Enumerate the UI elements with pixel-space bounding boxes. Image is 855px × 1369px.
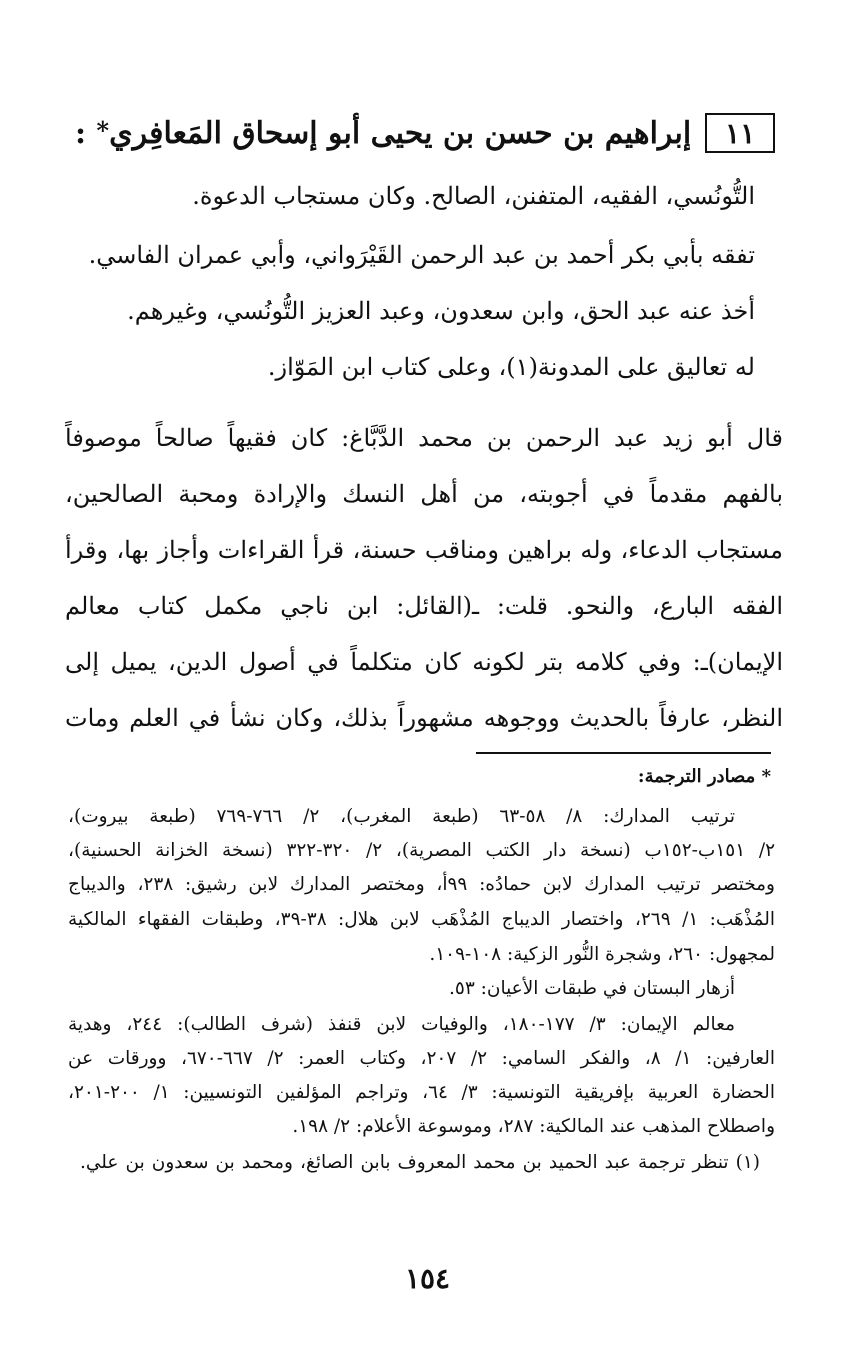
entry-number-box: ١١ xyxy=(705,113,775,153)
footnote-line: ومختصر ترتيب المدارك لابن حمادُه: ٩٩أ، ومختصر المدارك لابن رشيق: ٢٣٨، والديباج xyxy=(68,874,775,895)
footnote-divider xyxy=(476,752,771,754)
intro-line: أخذ عنه عبد الحق، وابن سعدون، وعبد العزيز التُّونُسي، وغيرهم. xyxy=(127,297,755,325)
source-marker: * xyxy=(96,115,110,145)
title-colon: : xyxy=(75,115,87,151)
paragraph-line: النظر، عارفاً بالحديث ووجوهه مشهوراً بذلك، وكان نشأ في العلم ومات xyxy=(65,704,783,732)
paragraph-line: الفقه البارع، والنحو. قلت: ـ(القائل: ابن ناجي مكمل كتاب معالم xyxy=(65,592,783,620)
footnote-one: (١) تنظر ترجمة عبد الحميد بن محمد المعروف بابن الصائغ، ومحمد بن سعدون بن علي. xyxy=(80,1152,760,1173)
intro-line: تفقه بأبي بكر أحمد بن عبد الرحمن القَيْرَواني، وأبي عمران الفاسي. xyxy=(88,241,755,269)
footnote-line: معالم الإيمان: ٣/ ١٧٧-١٨٠، والوفيات لابن قنفذ (شرف الطالب): ٢٤٤، وهدية xyxy=(68,1014,735,1035)
intro-line: التُّونُسي، الفقيه، المتفنن، الصالح. وكان مستجاب الدعوة. xyxy=(192,182,755,210)
entry-title-text: إبراهيم بن حسن بن يحيى أبو إسحاق المَعافِري xyxy=(109,115,692,151)
biography-paragraph xyxy=(65,410,783,746)
footnote-line: العارفين: ١/ ٨، والفكر السامي: ٢/ ٢٠٧، وكتاب العمر: ٢/ ٦٦٧-٦٧٠، وورقات عن xyxy=(68,1048,775,1069)
sources-label: * مصادر الترجمة: xyxy=(637,766,771,787)
entry-title xyxy=(75,116,691,151)
paragraph-line: الإيمان)ـ: وفي كلامه بتر لكونه كان متكلماً في أصول الدين، يميل إلى xyxy=(65,648,783,676)
footnote-line: ٢/ ١٥١ب-١٥٢ب (نسخة دار الكتب المصرية)، ٢/ ٣٢٠-٣٢٢ (نسخة الخزانة الحسنية)، xyxy=(68,840,776,861)
entry-heading xyxy=(75,108,775,158)
paragraph-line: مستجاب الدعاء، وله براهين ومناقب حسنة، قرأ القراءات وأجاز بها، وقرأ xyxy=(65,536,783,564)
footnote-line: أزهار البستان في طبقات الأعيان: ٥٣. xyxy=(449,978,735,999)
intro-line: له تعاليق على المدونة(١)، وعلى كتاب ابن المَوّاز. xyxy=(267,353,755,381)
paragraph-line: قال أبو زيد عبد الرحمن بن محمد الدَّبَّاغ: كان فقيهاً صالحاً موصوفاً xyxy=(65,424,783,452)
footnote-line: واصطلاح المذهب عند المالكية: ٢٨٧، وموسوعة الأعلام: ٢/ ١٩٨. xyxy=(292,1116,775,1137)
footnote-line: ترتيب المدارك: ٨/ ٥٨-٦٣ (طبعة المغرب)، ٢/ ٧٦٦-٧٦٩ (طبعة بيروت)، xyxy=(68,806,735,827)
footnote-line: لمجهول: ٢٦٠، وشجرة النُّور الزكية: ١٠٨-١٠٩. xyxy=(429,944,775,965)
footnote-line: الحضارة العربية بإفريقية التونسية: ٣/ ٦٤، وتراجم المؤلفين التونسيين: ١/ ٢٠٠-٢٠١، xyxy=(68,1082,775,1103)
paragraph-line: بالفهم مقدماً في أجوبته، من أهل النسك والإرادة ومحبة الصالحين، xyxy=(65,480,783,508)
page-number: ١٥٤ xyxy=(404,1262,451,1295)
footnote-line: المُذْهَب: ١/ ٢٦٩، واختصار الديباج المُذْهَب لابن هلال: ٣٨-٣٩، وطبقات الفقهاء المالكية xyxy=(68,909,775,930)
